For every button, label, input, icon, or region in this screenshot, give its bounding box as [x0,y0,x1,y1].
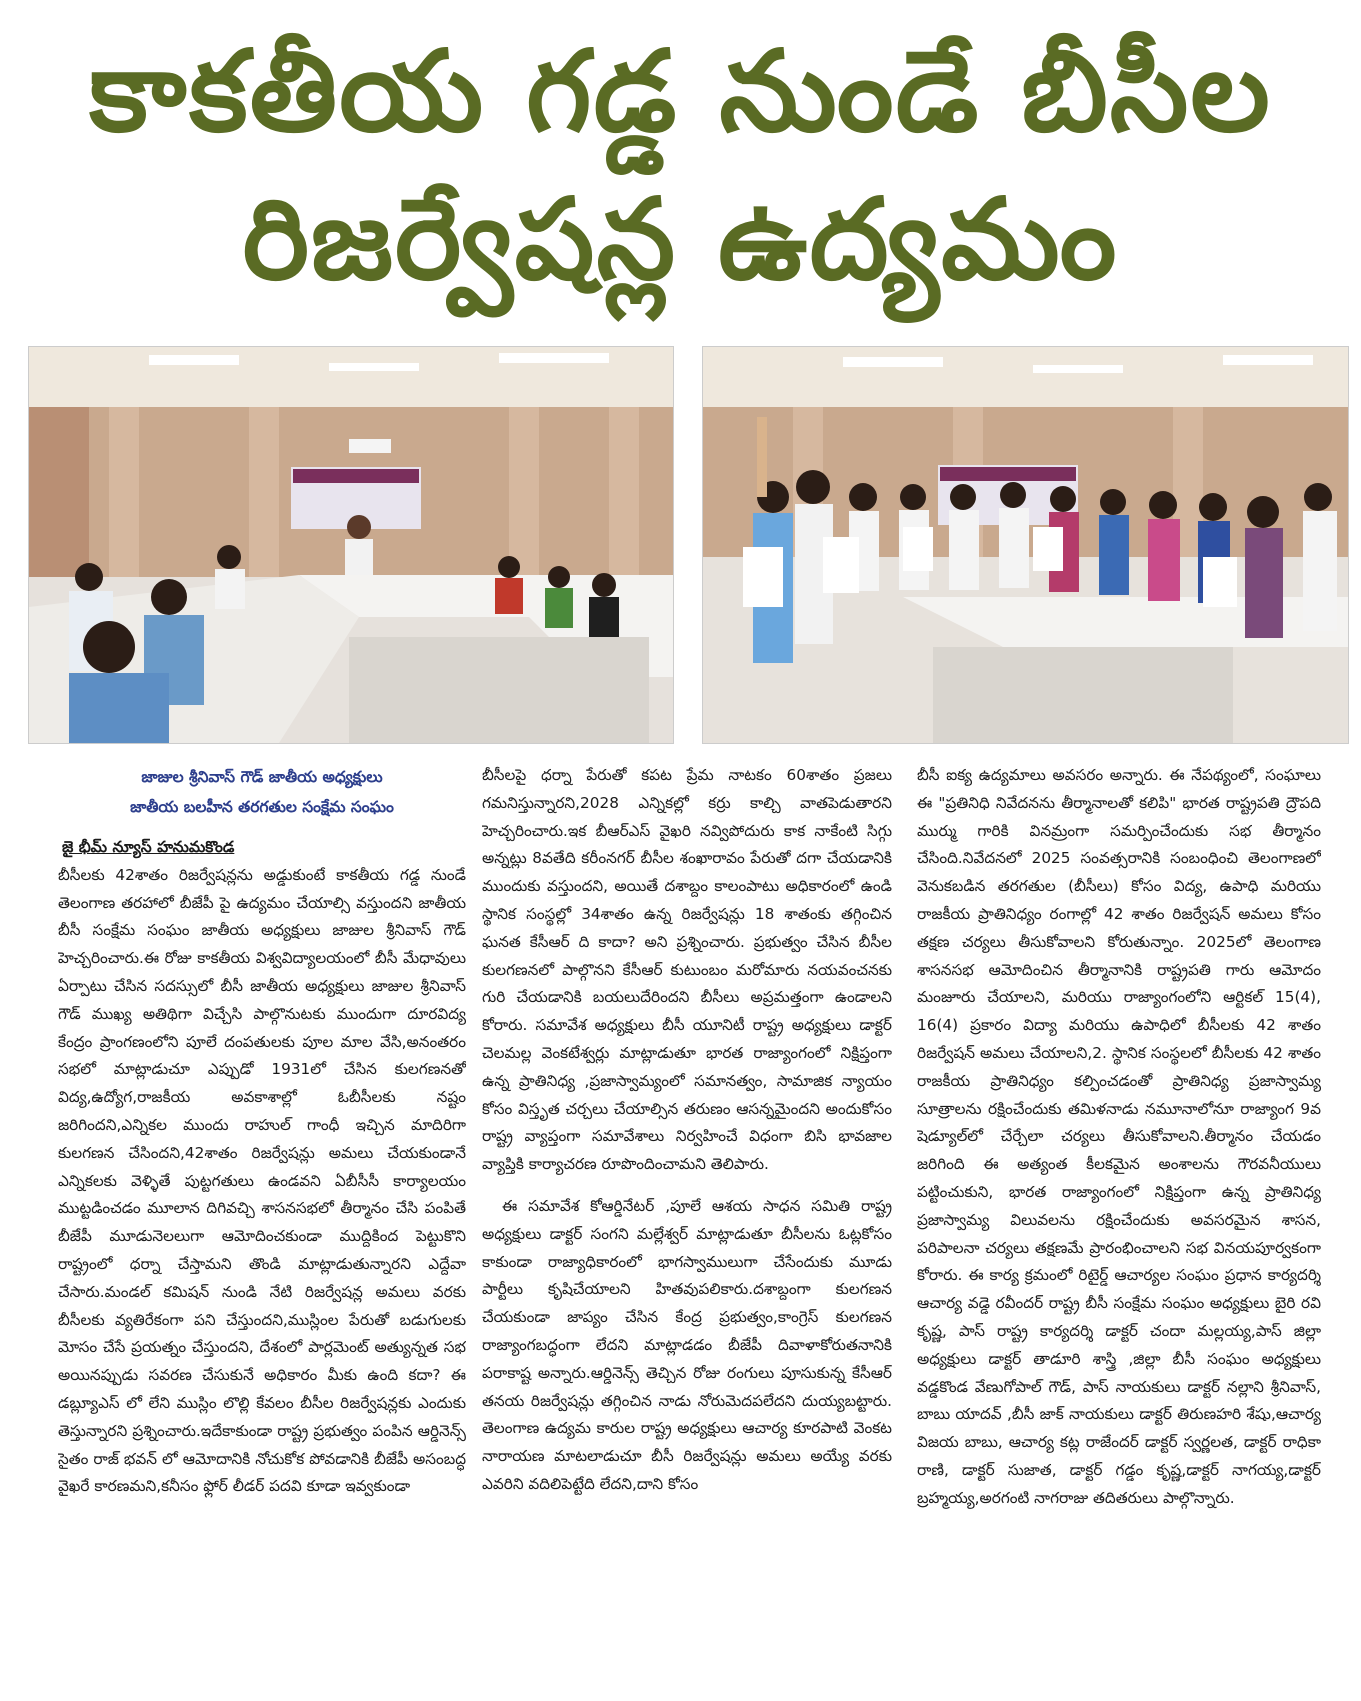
article-column-2 [482,762,892,1692]
headline [0,18,1361,314]
article-paragraph: బీసీలకు 42శాతం రిజర్వేషన్లను అడ్డుకుంటే కాకతీయ గడ్డ నుండే తెలంగాణ తరహాలో బీజేపీ పై ఉద్యమం చేయాల్సి వస్తుందని జాతీయ బీసీ సంక్షేమ సంఘం జాతీయ అధ్యక్షులు జాజుల శ్రీనివాస్ గౌడ్ హెచ్చరించారు.ఈ రోజు కాకతీయ విశ్వవిద్యాలయంలో బీసీ మేధావులు ఏర్పాటు చేసిన సదస్సులో బీసీ జాతీయ అధ్యక్షులు జాజుల శ్రీనివాస్ గౌడ్ ముఖ్య అతిథిగా విచ్చేసి పాల్గొనుటకు ముందుగా దూరవిద్య కేంద్రం ప్రాంగణంలోని పూలే దంపతులకు పూల మాల వేసి,అనంతరం సభలో మాట్లాడుచూ ఎప్పుడో 1931లో చేసిన కులగణనతో విద్య,ఉద్యోగ,రాజకీయ అవకాశాల్లో ఓబీసీలకు నష్టం జరిగిందని,ఎన్నికల ముందు రాహుల్ గాంధీ ఇచ్చిన మాదిరిగా కులగణన చేసిందని,42శాతం రిజర్వేషన్లు అమలు చేయకుండానే ఎన్నికలకు వెళ్ళితే పుట్టగతులు ఉండవని ఏబీసీసీ కార్యాలయం ముట్టడించడం మూలాన దిగివచ్చి శాసనసభలో తీర్మానం చేసి పంపితే బీజేపీ మూడునెలలుగా ఆమోదించకుండా ముద్దికింద పెట్టుకొని రాష్ట్రంలో ధర్నా చేస్తామని తొండి మాట్లాడుతున్నారని ఎద్దేవా చేసారు.మండల్ కమిషన్ నుండి నేటి రిజర్వేషన్ల అమలు వరకు బీసీలకు వ్యతిరేకంగా పని చేస్తుందని,ముస్లింల పేరుతో బడుగులకు మోసం చేసే ప్రయత్నం చేస్తుందని, దేశంలో పార్లమెంట్ అత్యున్నత సభ అయినప్పుడు సవరణ చేసుకునే అధికారం మీకు ఉంది కదా? ఈ డబ్ల్యూఎస్ లో లేని ముస్లిం లొల్లి కేవలం బీసీల రిజర్వేషన్లకు ఎందుకు తెస్తున్నారని ప్రశ్నించారు.ఇదేకాకుండా రాష్ట్ర ప్రభుత్వం పంపిన ఆర్డినెన్స్ సైతం రాజ్ భవన్ లో ఆమోదానికి నోచుకోక పోవడానికి బీజేపీ అసంబద్ధ వైఖరే కారణమని,కనీసం ఫ్లోర్ లీడర్ పదవి కూడా ఇవ్వకుండా [58,865,466,1496]
subhead-line-2: జాతీయ బలహీన తరగతుల సంక్షేమ సంఘం [130,798,394,816]
group-protest-photo [703,347,1348,743]
meeting-hall-photo [29,347,673,743]
article-column-3 [917,762,1321,1692]
headline-line-1: కాకతీయ గడ్డ నుండే బీసీల [89,27,1272,157]
photo-group-protest [702,346,1349,744]
subhead-line-1: జాజుల శ్రీనివాస్ గౌడ్ జాతీయ అధ్యక్షులు [141,768,383,786]
dateline: జై భీమ్ న్యూస్ హనుమకొండ [62,838,235,856]
article-paragraph: ఈ సమావేశ కోఆర్డినేటర్ ,పూలే ఆశయ సాధన సమితి రాష్ట్ర అధ్యక్షులు డాక్టర్ సంగని మల్లేశ్వర్ మాట్లాడుతూ బీసీలను ఓట్లకోసం కాకుండా రాజ్యాధికారంలో భాగస్వాములుగా చేసేందుకు మూడు పార్టీలు కృషిచేయాలని హితవుపలికారు.దశాబ్దంగా కులగణన చేయకుండా జాప్యం చేసిన కేంద్ర ప్రభుత్వం,కాంగ్రెస్ కులగణన రాజ్యాంగబద్ధంగా లేదని మాట్లాడడం బీజేపీ దివాళాకోరుతనానికి పరాకాష్ట అన్నారు.ఆర్డినెన్స్ తెచ్చిన రోజు రంగులు పూసుకున్న కేసీఆర్ తనయ రిజర్వేషన్లు తగ్గించిన నాడు నోరుమెదపలేదని దుయ్యబట్టారు. తెలంగాణ ఉద్యమ కారుల రాష్ట్ర అధ్యక్షులు ఆచార్య కూరపాటి వెంకట నారాయణ మాటలాడుచూ బీసీ రిజర్వేషన్లు అమలు అయ్యే వరకు ఎవరిని వదిలిపెట్టేది లేదని,దాని కోసం [482,1196,892,1493]
article-paragraph: బీసీ ఐక్య ఉద్యమాలు అవసరం అన్నారు. ఈ నేపథ్యంలో, సంఘాలు ఈ "ప్రతినిధి నివేదనను తీర్మానాలతో కలిపి" భారత రాష్ట్రపతి ద్రౌపది ముర్ము గారికి వినమ్రంగా సమర్పించేందుకు సభ తీర్మానం చేసింది.నివేదనలో 2025 సంవత్సరానికి సంబంధించి తెలంగాణలో వెనుకబడిన తరగతుల (బీసీలు) కోసం విద్య, ఉపాధి మరియు రాజకీయ ప్రాతినిధ్యం రంగాల్లో 42 శాతం రిజర్వేషన్ అమలు కోసం తక్షణ చర్యలు తీసుకోవాలని కోరుతున్నాం. 2025లో తెలంగాణ శాసనసభ ఆమోదించిన తీర్మానానికి రాష్ట్రపతి గారు ఆమోదం మంజూరు చేయాలని, మరియు రాజ్యాంగంలోని ఆర్టికల్ 15(4), 16(4) ప్రకారం విద్యా మరియు ఉపాధిలో బీసీలకు 42 శాతం రిజర్వేషన్ అమలు చేయాలని,2. స్థానిక సంస్థలలో బీసీలకు 42 శాతం రాజకీయ ప్రాతినిధ్యం కల్పించడంతో ప్రాతినిధ్య ప్రజాస్వామ్య సూత్రాలను రక్షించేందుకు తమిళనాడు నమూనాలోనూ రాజ్యాంగ 9వ షెడ్యూల్‌లో చేర్చేలా చర్యలు తీసుకోవాలని.తీర్మానం చేయడం జరిగింది ఈ అత్యంత కీలకమైన అంశాలను గౌరవనీయులు పట్టించుకుని, భారత రాజ్యాంగంలో నిక్షిప్తంగా ఉన్న ప్రాతినిధ్య ప్రజాస్వామ్య విలువలను రక్షించేందుకు అవసరమైన శాసన, పరిపాలనా చర్యలు తక్షణమే ప్రారంభించాలని సభ వినయపూర్వకంగా కోరారు. ఈ కార్య క్రమంలో రిటైర్డ్ ఆచార్యల సంఘం ప్రధాన కార్యదర్శి ఆచార్య వడ్డె రవీందర్ రాష్ట్ర బీసీ సంక్షేమ సంఘం అధ్యక్షులు బైరి రవి కృష్ణ, పాస్ రాష్ట్ర కార్యదర్శి డాక్టర్ చందా మల్లయ్య,పాస్ జిల్లా అధ్యక్షులు డాక్టర్ తాడూరి శాస్త్రి ,జిల్లా బీసీ సంఘం అధ్యక్షులు వడ్డకొండ వేణుగోపాల్ గౌడ్, పాస్ నాయకులు డాక్టర్ నల్లాని శ్రీనివాస్, బాబు యాదవ్ ,బీసీ జాక్ నాయకులు డాక్టర్ తిరుణహరి శేషు,ఆచార్య విజయ బాబు, ఆచార్య కట్ల రాజేందర్ డాక్టర్ స్వర్ణలత, డాక్టర్ రాధికా రాణి, డాక్టర్ సుజాత, డాక్టర్ గడ్డం కృష్ణ,డాక్టర్ నాగయ్య,డాక్టర్ బ్రహ్మయ్య,అరగంటి నాగరాజు తదితరులు పాల్గొన్నారు. [917,766,1321,1507]
photo-meeting-speaker [28,346,674,744]
article-paragraph: బీసీలపై ధర్నా పేరుతో కపట ప్రేమ నాటకం 60శాతం ప్రజలు గమనిస్తున్నారని,2028 ఎన్నికల్లో కర్రు కాల్చి వాతపెడుతారని హెచ్చరించారు.ఇక బీఆర్ఎస్ వైఖరి నవ్విపోదురు కాక నాకేంటి సిగ్గు అన్నట్లు 8వతేది కరీంనగర్ బీసీల శంఖారావం పేరుతో దగా చేయడానికి ముందుకు వస్తుందని, అయితే దశాబ్దం కాలంపాటు అధికారంలో ఉండి స్థానిక సంస్థల్లో 34శాతం ఉన్న రిజర్వేషన్లు 18 శాతంకు తగ్గించిన ఘనత కేసీఆర్ ది కాదా? అని ప్రశ్నించారు. ప్రభుత్వం చేసిన బీసీల కులగణనలో పాల్గొనని కేసీఆర్ కుటుంబం మరోమారు నయవంచనకు గురి చేయడానికి బయలుదేరిందని బీసీలు అప్రమత్తంగా ఉండాలని కోరారు. సమావేశ అధ్యక్షులు బీసీ యూనిటీ రాష్ట్ర అధ్యక్షులు డాక్టర్ చెలమల్ల వెంకటేశ్వర్లు మాట్లాడుతూ భారత రాజ్యాంగంలో నిక్షిప్తంగా ఉన్న ప్రాతినిధ్య ,ప్రజాస్వామ్యంలో సమానత్వం, సామాజిక న్యాయం కోసం విస్తృత చర్చలు చేయాల్సిన తరుణం ఆసన్నమైందని అందుకోసం రాష్ట్ర వ్యాప్తంగా సమావేశాలు నిర్వహించే విధంగా బిసి భావజాల వ్యాప్తికి కార్యాచరణ రూపొందించామని తెలిపారు. [482,766,892,1174]
headline-line-2: రిజర్వేషన్ల ఉద్యమం [242,175,1119,305]
article-column-1 [58,762,466,1692]
